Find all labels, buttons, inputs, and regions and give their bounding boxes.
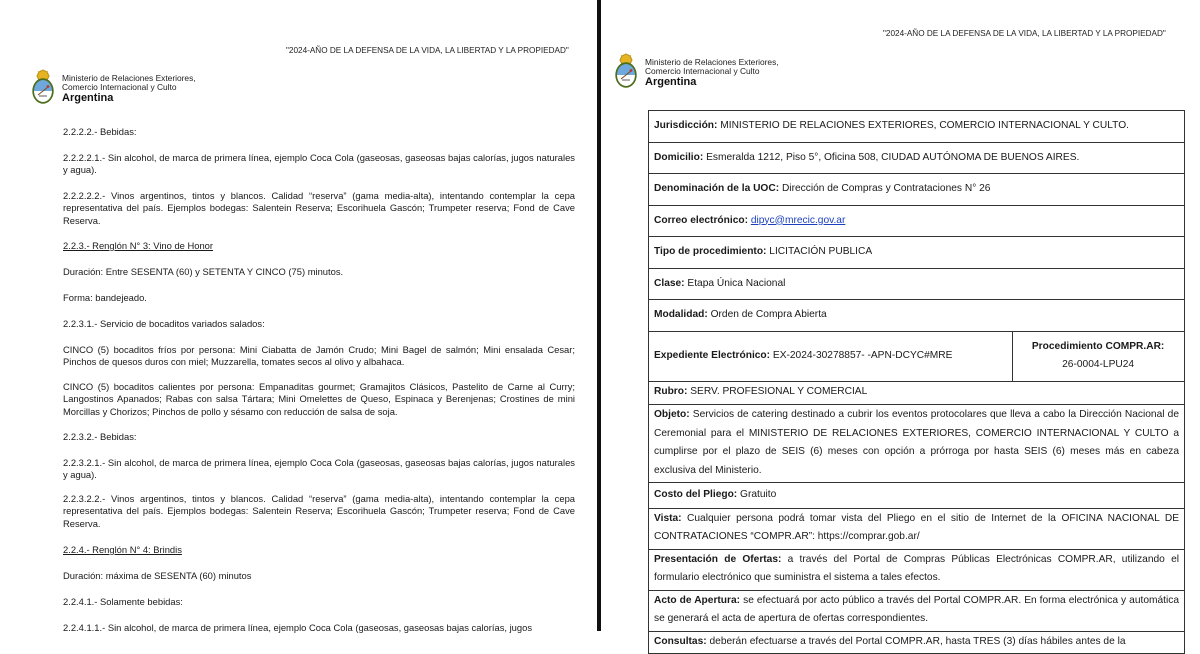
field-label: Correo electrónico:	[654, 214, 748, 226]
field-label: Presentación de Ofertas:	[654, 553, 782, 565]
field-label: Tipo de procedimiento:	[654, 246, 767, 257]
row-expediente	[649, 331, 1185, 381]
paragraph: CINCO (5) bocaditos calientes por persona: Empanaditas gourmet; Gramajitos Clásicos, Pastelito de Carne al Curry; Langostinos Apanados; Rabas con salsa Tártara; Mini Omelettes de Queso, Espinaca y Berenjenas; Crostines de mini Morcillas y Chorizos; Pinchos de pollo y sésamo con reducción de salsa de soja.	[63, 381, 575, 417]
field-label: Denominación de la UOC:	[654, 183, 780, 194]
field-label: Consultas:	[654, 635, 707, 647]
field-value: se efectuará por acto público a través del Portal COMPR.AR. En forma electrónica y automática se generará el acta de apertura de ofertas correspondientes.	[654, 594, 1179, 624]
field-value: SERV. PROFESIONAL Y COMERCIAL	[690, 385, 868, 397]
field-label: Expediente Electrónico:	[654, 349, 771, 361]
field-value: Etapa Única Nacional	[687, 277, 786, 289]
paragraph: 2.2.3.2.- Bebidas:	[63, 431, 137, 442]
section-heading: 2.2.3.- Renglón N° 3: Vino de Honor	[63, 240, 214, 251]
year-header: "2024-AÑO DE LA DEFENSA DE LA VIDA, LA LIBERTAD Y LA PROPIEDAD"	[883, 29, 1166, 38]
paragraph: 2.2.3.2.2.- Vinos argentinos, tintos y blancos. Calidad “reserva” (gama media-alta), intentando contemplar la cepa representativa del país. Ejemplos bodegas: Salentein Reserva; Escorihuela Gascón; Trumpeter reserva; Fond de Cave Reserva.	[63, 493, 575, 529]
field-value: MINISTERIO DE RELACIONES EXTERIORES, COMERCIO INTERNACIONAL Y CULTO.	[720, 120, 1129, 131]
field-label: Acto de Apertura:	[654, 594, 741, 606]
field-value: Esmeralda 1212, Piso 5°, Oficina 508, CIUDAD AUTÓNOMA DE BUENOS AIRES.	[706, 151, 1080, 163]
paragraph: 2.2.3.1.- Servicio de bocaditos variados salados:	[63, 318, 265, 329]
row-vista	[649, 508, 1185, 549]
section-heading: 2.2.4.- Renglón N° 4: Brindis	[63, 544, 182, 555]
field-label: Clase:	[654, 277, 685, 289]
ministry-country: Argentina	[645, 76, 697, 88]
field-label: Objeto:	[654, 409, 690, 420]
right-document-page	[601, 0, 1200, 647]
field-label: Vista:	[654, 512, 682, 524]
field-value: 26-0004-LPU24	[1062, 359, 1135, 370]
procurement-info-table	[648, 110, 1185, 654]
left-document-page	[0, 0, 597, 631]
ministry-name	[645, 52, 779, 89]
ministry-name	[62, 68, 196, 105]
field-value: Dirección de Compras y Contrataciones N° 26	[781, 183, 991, 194]
field-value: LICITACIÓN PUBLICA	[769, 246, 873, 257]
row-clase	[649, 268, 1185, 300]
ministry-name-line2: Comercio Internacional y Culto	[62, 82, 177, 92]
row-domicilio	[649, 142, 1185, 174]
paragraph: 2.2.3.2.1.- Sin alcohol, de marca de primera línea, ejemplo Coca Cola (gaseosas, gaseosas bajas calorías, jugos naturales y agua).	[63, 457, 575, 481]
email-link[interactable]: dipyc@mrecic.gov.ar	[750, 214, 846, 226]
paragraph: Duración: máxima de SESENTA (60) minutos	[63, 570, 252, 581]
field-label: Rubro:	[654, 385, 688, 397]
paragraph: Forma: bandejeado.	[63, 292, 147, 303]
paragraph: 2.2.2.2.2.- Vinos argentinos, tintos y blancos. Calidad “reserva” (gama media-alta), intentando contemplar la cepa representativa del país. Ejemplos bodegas: Salentein Reserva; Escorihuela Gascón; Trumpeter reserva; Fond de Cave Reserva.	[63, 190, 575, 226]
paragraph: CINCO (5) bocaditos fríos por persona: Mini Ciabatta de Jamón Crudo; Mini Bagel de salmón; Mini ensalada Cesar; Pinchos de quesos duros con miel; Muzzarella, tomates secos al olivo y albahaca.	[63, 344, 575, 368]
field-value: Cualquier persona podrá tomar vista del Pliego en el sitio de Internet de la OFICINA NACIONAL DE CONTRATACIONES “COMPR.AR”: https://comprar.gob.ar/	[654, 512, 1179, 542]
field-value: EX-2024-30278857- -APN-DCYC#MRE	[772, 349, 953, 361]
ministry-name-line2: Comercio Internacional y Culto	[645, 66, 760, 76]
ministry-header	[30, 68, 196, 106]
field-value: Orden de Compra Abierta	[710, 309, 827, 320]
field-label: Domicilio:	[654, 151, 704, 163]
field-value: deberán efectuarse a través del Portal COMPR.AR, hasta TRES (3) días hábiles antes de la	[709, 635, 1126, 647]
row-jurisdiccion	[649, 111, 1185, 143]
year-header: "2024-AÑO DE LA DEFENSA DE LA VIDA, LA LIBERTAD Y LA PROPIEDAD"	[286, 46, 569, 55]
row-apertura	[649, 590, 1185, 631]
ministry-country: Argentina	[62, 92, 114, 104]
field-value: Servicios de catering destinado a cubrir los eventos protocolares que lleva a cabo la Dirección Nacional de Ceremonial para el MINISTERIO DE RELACIONES EXTERIORES, COMERCIO INTERNACIONAL Y CULTO a cumplirse por el plazo de SEIS (6) meses con opción a prórroga por hasta SEIS (6) meses más en cabeza exclusiva del Ministerio.	[654, 409, 1179, 476]
field-label: Procedimiento COMPR.AR:	[1031, 340, 1165, 352]
argentina-coat-of-arms-icon	[613, 52, 639, 90]
ministry-name-line1: Ministerio de Relaciones Exteriores,	[645, 57, 779, 67]
row-presentacion	[649, 549, 1185, 590]
row-correo	[649, 205, 1185, 237]
row-consultas	[649, 631, 1185, 654]
field-label: Modalidad:	[654, 309, 708, 320]
ministry-header	[613, 52, 779, 90]
row-objeto	[649, 405, 1185, 483]
row-tipo	[649, 237, 1185, 269]
ministry-name-line1: Ministerio de Relaciones Exteriores,	[62, 73, 196, 83]
row-costo	[649, 483, 1185, 509]
field-value: Gratuito	[740, 489, 777, 500]
row-uoc	[649, 174, 1185, 206]
row-rubro	[649, 381, 1185, 405]
field-label: Costo del Pliego:	[654, 489, 738, 500]
argentina-coat-of-arms-icon	[30, 68, 56, 106]
paragraph: 2.2.4.1.- Solamente bebidas:	[63, 596, 183, 607]
row-modalidad	[649, 300, 1185, 332]
paragraph: 2.2.4.1.1.- Sin alcohol, de marca de primera línea, ejemplo Coca Cola (gaseosas, gaseosas bajas calorías, jugos	[63, 622, 533, 633]
field-value: a través del Portal de Compras Públicas Electrónicas COMPR.AR, utilizando el formulario electrónico que suministra el sistema a tales efectos.	[654, 553, 1179, 583]
field-label: Jurisdicción:	[654, 120, 718, 131]
paragraph: 2.2.2.2.- Bebidas:	[63, 126, 137, 137]
paragraph: 2.2.2.2.1.- Sin alcohol, de marca de primera línea, ejemplo Coca Cola (gaseosas, gaseosas bajas calorías, jugos naturales y agua).	[63, 152, 575, 176]
paragraph: Duración: Entre SESENTA (60) y SETENTA Y CINCO (75) minutos.	[63, 266, 344, 277]
